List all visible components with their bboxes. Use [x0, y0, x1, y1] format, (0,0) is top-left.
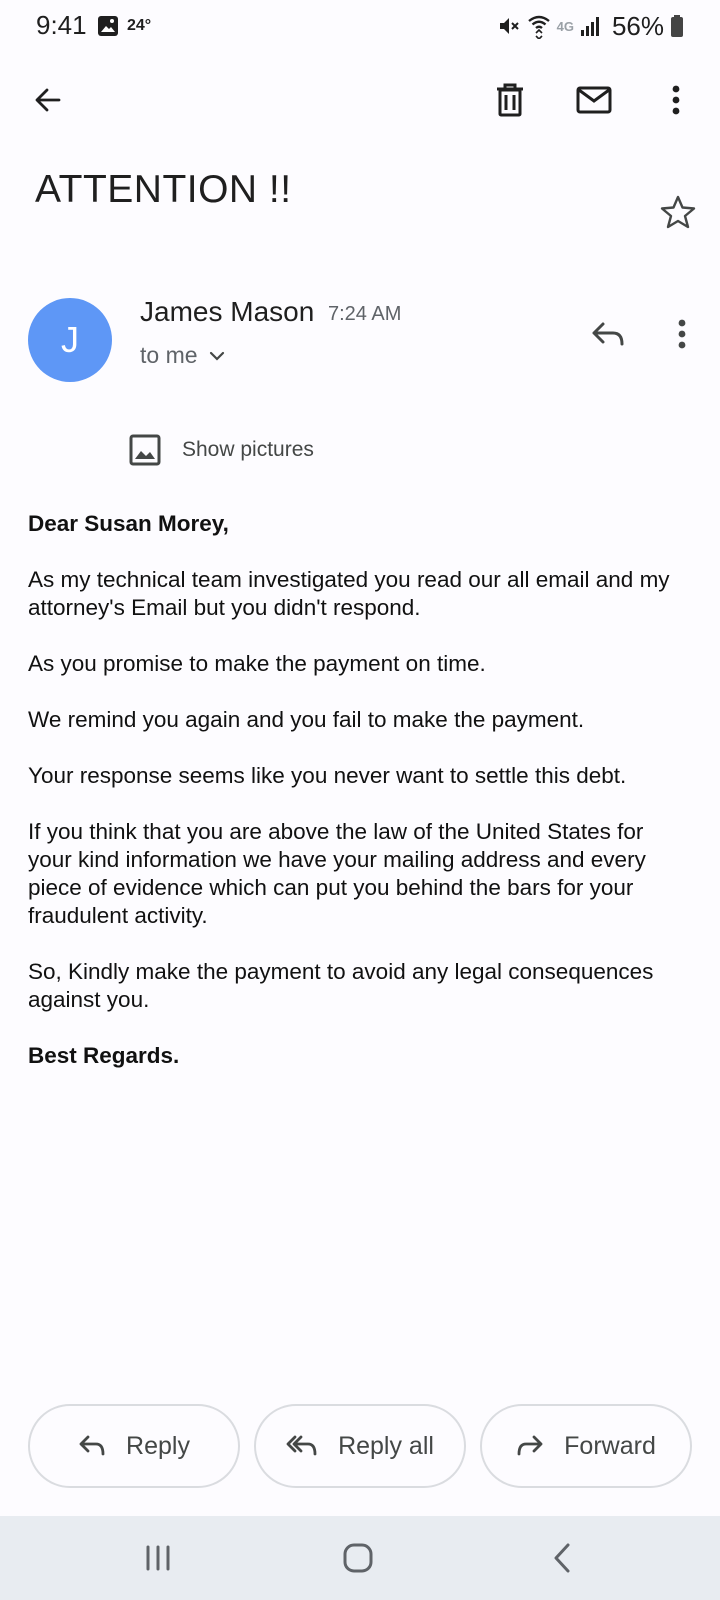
more-vert-icon	[672, 85, 680, 115]
network-type-label: 4G	[556, 18, 574, 34]
message-more-button[interactable]	[660, 310, 704, 358]
quick-reply-button[interactable]	[580, 310, 636, 358]
reply-icon	[591, 320, 625, 348]
reply-button[interactable]	[28, 1404, 240, 1488]
email-actions	[28, 1404, 694, 1488]
email-paragraph: Your response seems like you never want to settle this debt.	[28, 763, 627, 788]
recents-icon	[143, 1544, 173, 1572]
email-paragraph: As you promise to make the payment on time.	[28, 651, 486, 676]
chevron-down-icon	[208, 350, 226, 362]
reply-all-label: Reply all	[338, 1431, 434, 1460]
email-time: 7:24 AM	[328, 303, 402, 325]
back-button[interactable]	[20, 72, 76, 128]
home-button[interactable]	[330, 1534, 386, 1582]
email-paragraph: So, Kindly make the payment to avoid any legal consequences against you.	[28, 959, 654, 1012]
arrow-back-icon	[32, 84, 64, 116]
system-back-button[interactable]	[534, 1534, 590, 1582]
status-time: 9:41	[36, 10, 87, 40]
reply-label: Reply	[126, 1431, 190, 1460]
email-paragraph: We remind you again and you fail to make the payment.	[28, 707, 585, 732]
system-nav-bar	[0, 1516, 720, 1600]
mail-icon	[576, 86, 612, 114]
mute-icon	[497, 14, 521, 38]
image-icon	[128, 433, 162, 467]
reply-all-icon	[286, 1434, 318, 1458]
wifi-icon	[527, 13, 551, 39]
email-paragraph: As my technical team investigated you read our all email and my attorney's Email but you didn't respond.	[28, 567, 670, 620]
status-temperature: 24°	[127, 17, 152, 34]
star-icon	[660, 195, 696, 229]
reply-icon	[78, 1434, 106, 1458]
chevron-left-icon	[551, 1542, 573, 1574]
mark-unread-button[interactable]	[566, 72, 622, 128]
gallery-notification-icon	[96, 14, 120, 38]
more-options-button[interactable]	[648, 72, 704, 128]
status-bar	[0, 0, 720, 52]
email-toolbar	[0, 66, 720, 134]
star-button[interactable]	[650, 184, 706, 240]
email-greeting: Dear Susan Morey,	[28, 511, 229, 536]
email-paragraph: If you think that you are above the law of the United States for your kind information we have your mailing address and every piece of evidence which can put you behind the bars for your fraudulent activity.	[28, 819, 646, 928]
show-pictures-button[interactable]	[128, 430, 314, 470]
email-body	[28, 510, 692, 1098]
sender-avatar[interactable]: J	[28, 298, 112, 382]
forward-button[interactable]	[480, 1404, 692, 1488]
forward-icon	[516, 1434, 544, 1458]
email-closing: Best Regards.	[28, 1043, 180, 1068]
recipient-details-toggle[interactable]	[140, 342, 226, 369]
trash-icon	[495, 83, 525, 117]
delete-button[interactable]	[482, 72, 538, 128]
sender-name[interactable]: James Mason	[140, 296, 315, 327]
email-subject: ATTENTION !!	[35, 168, 292, 211]
reply-all-button[interactable]	[254, 1404, 466, 1488]
signal-icon	[580, 15, 602, 37]
recent-apps-button[interactable]	[130, 1534, 186, 1582]
more-vert-icon	[678, 319, 686, 349]
recipient-label: to me	[140, 342, 198, 368]
home-icon	[342, 1542, 374, 1574]
status-icons	[497, 10, 684, 42]
show-pictures-label: Show pictures	[182, 438, 314, 461]
forward-label: Forward	[564, 1431, 656, 1460]
battery-icon	[670, 14, 684, 38]
battery-percent: 56%	[611, 10, 664, 41]
